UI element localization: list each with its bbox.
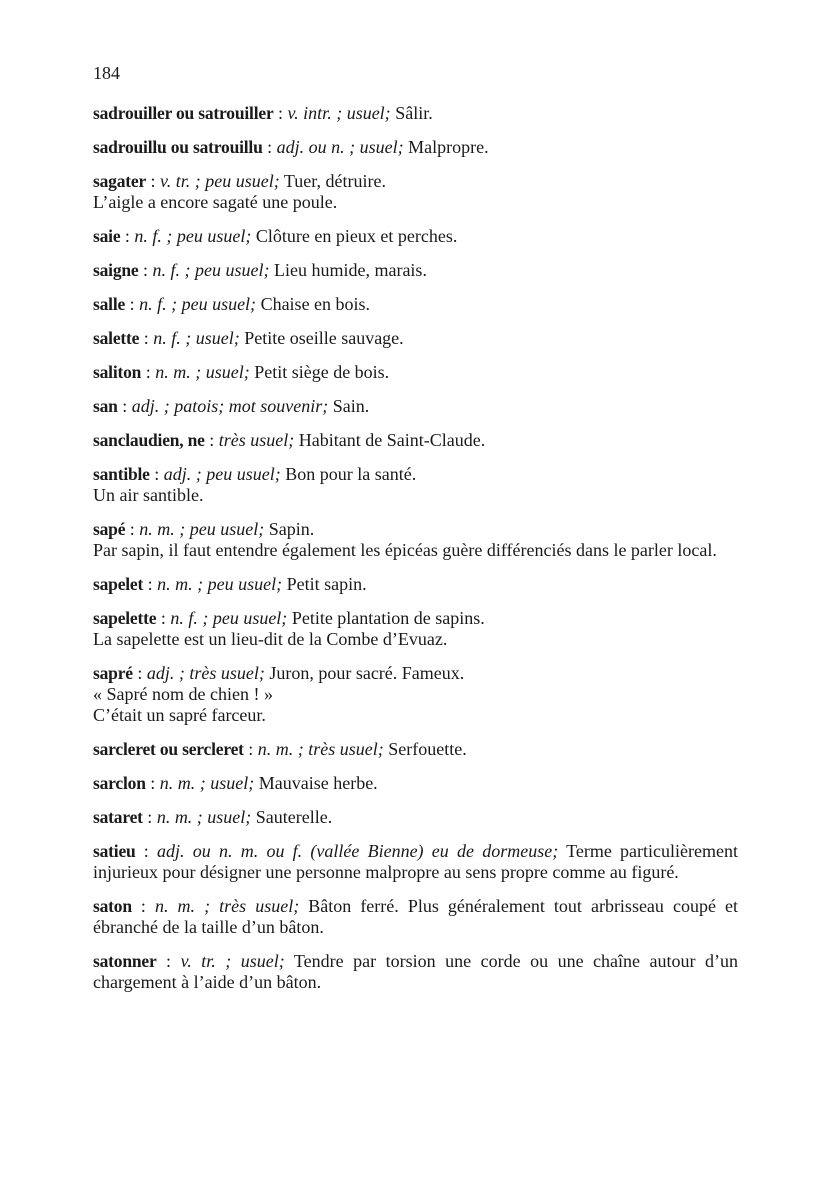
entry-colon: : xyxy=(204,430,219,450)
entry-definition: Sain. xyxy=(332,396,370,416)
entry-definition: Tuer, détruire. xyxy=(283,171,386,191)
entry-definition: Sauterelle. xyxy=(255,807,333,827)
entry-colon: : xyxy=(243,739,258,759)
entry-example: Un air santible. xyxy=(93,485,204,505)
entry-definition: Terme particulièrement injurieux pour désigner une personne malpropre au sens propre comme au figuré. xyxy=(93,841,738,882)
entry-headword: santible xyxy=(93,464,150,484)
dictionary-entry xyxy=(93,896,738,938)
entry-headword: saliton xyxy=(93,362,142,382)
entry-definition: Mauvaise herbe. xyxy=(258,773,378,793)
dictionary-entry xyxy=(93,294,738,315)
entry-headword: san xyxy=(93,396,118,416)
dictionary-entry xyxy=(93,328,738,349)
entry-definition: Sâlir. xyxy=(395,103,433,123)
entry-definition: Tendre par torsion une corde ou une chaîne autour d’un chargement à l’aide d’un bâton. xyxy=(93,951,738,992)
entry-grammar: adj. ; patois; mot souvenir; xyxy=(131,396,329,416)
entry-colon: : xyxy=(156,951,181,971)
entry-headword: satonner xyxy=(93,951,157,971)
entry-colon: : xyxy=(125,519,140,539)
entry-example: L’aigle a encore sagaté une poule. xyxy=(93,192,338,212)
entry-grammar: n. m. ; usuel; xyxy=(155,362,250,382)
dictionary-entry xyxy=(93,773,738,794)
entry-definition: Petit sapin. xyxy=(286,574,367,594)
entry-definition: Habitant de Saint-Claude. xyxy=(298,430,486,450)
dictionary-entry xyxy=(93,464,738,506)
entry-headword: sadrouiller ou satrouiller xyxy=(93,103,274,123)
entry-colon: : xyxy=(120,226,135,246)
dictionary-entry xyxy=(93,739,738,760)
entry-grammar: n. f. ; peu usuel; xyxy=(152,260,270,280)
entry-headword: sanclaudien, ne xyxy=(93,430,205,450)
entry-headword: sapré xyxy=(93,663,133,683)
entry-grammar: v. tr. ; usuel; xyxy=(180,951,285,971)
entry-headword: sataret xyxy=(93,807,143,827)
entry-definition: Petite plantation de sapins. xyxy=(291,608,485,628)
entry-colon: : xyxy=(132,663,147,683)
entry-example: La sapelette est un lieu-dit de la Combe d’Evuaz. xyxy=(93,629,448,649)
entry-definition: Lieu humide, marais. xyxy=(273,260,427,280)
entry-grammar: v. intr. ; usuel; xyxy=(287,103,391,123)
dictionary-entry xyxy=(93,171,738,213)
entry-headword: saie xyxy=(93,226,121,246)
dictionary-entry xyxy=(93,103,738,124)
entry-definition: Bâton ferré. Plus généralement tout arbrisseau coupé et ébranché de la taille d’un bâton. xyxy=(93,896,739,937)
entry-definition: Chaise en bois. xyxy=(260,294,371,314)
entry-colon: : xyxy=(145,773,160,793)
dictionary-entry xyxy=(93,396,738,417)
entry-example: Par sapin, il faut entendre également les épicéas guère différenciés dans le parler local. xyxy=(93,540,717,560)
page-number: 184 xyxy=(93,63,120,83)
dictionary-entry xyxy=(93,574,738,595)
entry-colon: : xyxy=(146,171,161,191)
entry-headword: sapelet xyxy=(93,574,144,594)
dictionary-entry xyxy=(93,519,738,561)
entry-colon: : xyxy=(138,260,153,280)
entry-definition: Petit siège de bois. xyxy=(254,362,390,382)
entry-colon: : xyxy=(139,328,154,348)
entry-colon: : xyxy=(141,362,156,382)
entry-headword: sapé xyxy=(93,519,126,539)
entry-grammar: très usuel; xyxy=(218,430,295,450)
entry-colon: : xyxy=(149,464,164,484)
entry-headword: saton xyxy=(93,896,132,916)
entry-colon: : xyxy=(273,103,288,123)
entry-definition: Sapin. xyxy=(268,519,315,539)
dictionary-entry xyxy=(93,841,738,883)
dictionary-entry xyxy=(93,608,738,650)
entry-headword: sadrouillu ou satrouillu xyxy=(93,137,263,157)
entry-grammar: adj. ou n. m. ou f. (vallée Bienne) eu de dormeuse; xyxy=(157,841,559,861)
dictionary-entry xyxy=(93,260,738,281)
entry-grammar: adj. ; très usuel; xyxy=(146,663,265,683)
entry-grammar: adj. ou n. ; usuel; xyxy=(276,137,404,157)
entry-example: « Sapré nom de chien ! » xyxy=(93,684,273,704)
entry-colon: : xyxy=(156,608,171,628)
entry-example: C’était un sapré farceur. xyxy=(93,705,266,725)
dictionary-entry xyxy=(93,663,738,726)
entry-definition: Clôture en pieux et perches. xyxy=(255,226,458,246)
entry-definition: Bon pour la santé. xyxy=(285,464,417,484)
entry-grammar: n. f. ; usuel; xyxy=(153,328,240,348)
entry-grammar: adj. ; peu usuel; xyxy=(163,464,281,484)
dictionary-entry xyxy=(93,951,738,993)
entry-headword: sapelette xyxy=(93,608,157,628)
dictionary-entry xyxy=(93,807,738,828)
entry-list xyxy=(93,103,738,1006)
entry-grammar: n. m. ; usuel; xyxy=(159,773,255,793)
entry-headword: sagater xyxy=(93,171,147,191)
dictionary-entry xyxy=(93,137,738,158)
entry-headword: salle xyxy=(93,294,126,314)
entry-headword: satieu xyxy=(93,841,136,861)
entry-headword: salette xyxy=(93,328,140,348)
entry-headword: sarclon xyxy=(93,773,146,793)
entry-grammar: n. f. ; peu usuel; xyxy=(170,608,288,628)
entry-colon: : xyxy=(142,807,157,827)
entry-colon: : xyxy=(135,841,158,861)
dictionary-entry xyxy=(93,362,738,383)
entry-grammar: n. m. ; peu usuel; xyxy=(157,574,283,594)
entry-colon: : xyxy=(131,896,155,916)
entry-grammar: n. m. ; très usuel; xyxy=(155,896,300,916)
entry-grammar: n. f. ; peu usuel; xyxy=(139,294,257,314)
entry-grammar: n. m. ; peu usuel; xyxy=(139,519,265,539)
entry-colon: : xyxy=(125,294,140,314)
entry-headword: saigne xyxy=(93,260,139,280)
entry-colon: : xyxy=(262,137,277,157)
entry-grammar: v. tr. ; peu usuel; xyxy=(160,171,280,191)
entry-colon: : xyxy=(117,396,132,416)
entry-colon: : xyxy=(143,574,158,594)
entry-definition: Juron, pour sacré. Fameux. xyxy=(269,663,465,683)
dictionary-entry xyxy=(93,226,738,247)
dictionary-entry xyxy=(93,430,738,451)
entry-headword: sarcleret ou sercleret xyxy=(93,739,244,759)
entry-grammar: n. m. ; très usuel; xyxy=(257,739,384,759)
entry-definition: Serfouette. xyxy=(388,739,467,759)
entry-definition: Petite oseille sauvage. xyxy=(244,328,404,348)
entry-grammar: n. f. ; peu usuel; xyxy=(134,226,252,246)
entry-grammar: n. m. ; usuel; xyxy=(156,807,252,827)
entry-definition: Malpropre. xyxy=(408,137,489,157)
